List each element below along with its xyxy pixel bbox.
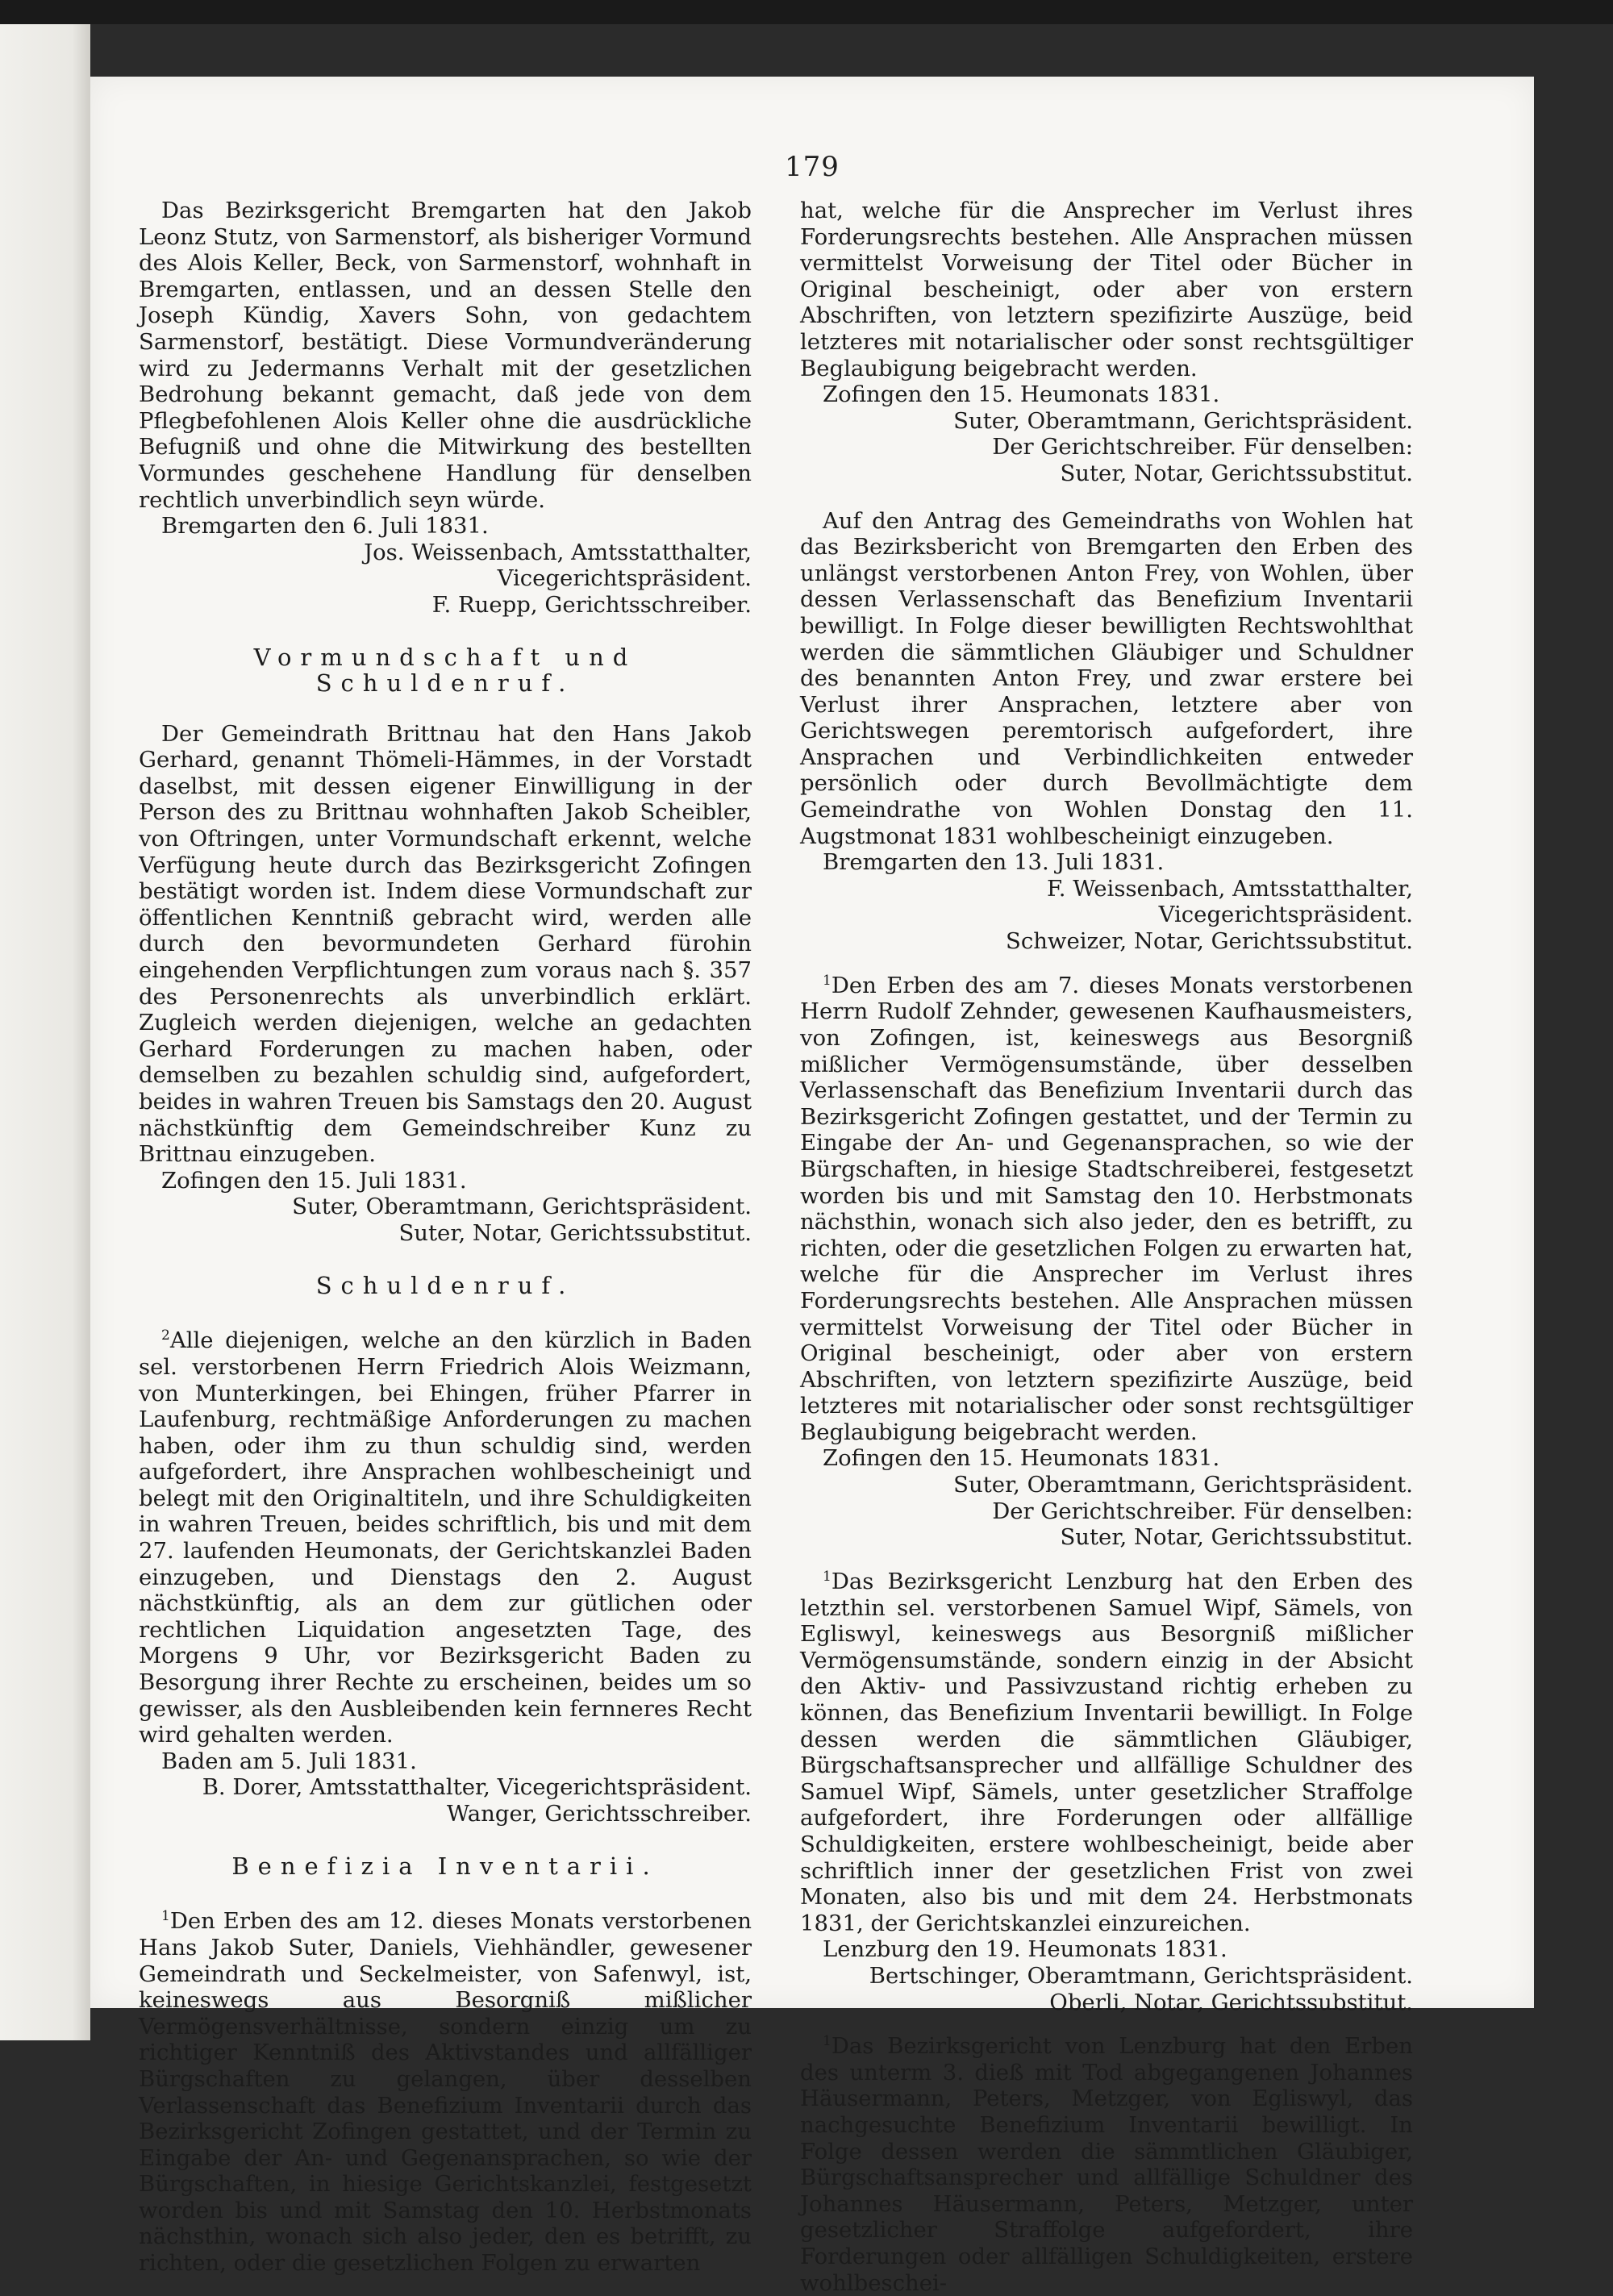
signature-line: Der Gerichtschreiber. Für denselben: <box>992 1498 1413 1524</box>
right-column <box>800 198 1413 2296</box>
signature-line: Wanger, Gerichtsschreiber. <box>446 1801 752 1827</box>
signature-line: Suter, Notar, Gerichtssubstitut. <box>398 1219 752 1246</box>
notice-date: Bremgarten den 13. Juli 1831. <box>823 849 1165 876</box>
footnote-mark: 1 <box>823 972 832 989</box>
notice-benefizium <box>800 1564 1413 1936</box>
notice-date: Lenzburg den 19. Heumonats 1831. <box>823 1936 1227 1963</box>
spacer <box>800 955 1413 968</box>
notice-text: Alle diejenigen, welche an den kürzlich in Baden sel. verstorbenen Herrn Friedrich Alois Weizmann, von Munterkingen, bei Ehingen, früher Pfarrer in Laufenburg, rechtmäßige Anforderungen zu machen haben, oder ihm zu thun schuldig sind, werden aufgefordert, ihre Ansprachen wohlbescheinigt und belegt mit den Originaltiteln, und ihre Schuldigkeiten in wahren Treuen, beides schriftlich, bis und mit dem 27. laufenden Heumonats, der Gerichtskanzlei Baden einzugeben, und Dienstags den 2. August nächstkünftig, als an dem zur gütlichen oder rechtlichen Liquidation angesetzten Tage, des Morgens 9 Uhr, vor Bezirksgericht Baden zu Besorgung ihrer Rechte zu erscheinen, beides um so gewisser, als den Ausbleibenden kein fernneres Recht wird gehalten werden. <box>139 1327 752 1748</box>
notice-benefizium <box>800 968 1413 1446</box>
notice-date: Baden am 5. Juli 1831. <box>161 1748 417 1774</box>
signature-line: Suter, Oberamtmann, Gerichtspräsident. <box>292 1194 752 1220</box>
left-column <box>139 198 752 2277</box>
signature-line: Suter, Oberamtmann, Gerichtspräsident. <box>953 1472 1413 1498</box>
page-number: 179 <box>785 151 840 183</box>
footnote-mark: 1 <box>823 1568 832 1585</box>
spacer <box>800 1551 1413 1564</box>
notice-guardianship-debt-call: Der Gemeindrath Brittnau hat den Hans Jakob Gerhard, genannt Thömeli-Hämmes, in der Vorstadt daselbst, mit dessen eigener Einwilligung in der Person des zu Brittnau wohnhaften Jakob Scheibler, von Oftringen, unter Vormundschaft erkennt, welche Verfügung heute durch das Bezirksgericht Zofingen bestätigt worden ist. Indem diese Vormundschaft zur öffentlichen Kenntniß gebracht wird, werden alle durch den bevormundeten Gerhard fürohin eingehenden Verpflichtungen zum voraus nach §. 357 des Personenrechts als unverbindlich erklärt. Zugleich werden diejenigen, welche an gedachten Gerhard Forderungen zu machen haben, oder demselben zu bezahlen schuldig sind, aufgefordert, beides in wahren Treuen bis Samstags den 20. August nächstkünftig dem Gemeindschreiber Kunz zu Brittnau einzugeben. <box>139 720 752 1168</box>
notice-continuation: hat, welche für die Ansprecher im Verlust ihres Forderungsrechts bestehen. Alle Ansprachen müssen vermittelst Vorweisung der Titel oder Bücher in Original bescheinigt, oder aber von erstern Abschriften, von letztern spezifizirte Auszüge, beid letzteres mit notarialischer oder sonst rechtsgültiger Beglaubigung beigebracht werden. <box>800 198 1413 381</box>
footnote-mark: 2 <box>161 1327 170 1344</box>
footnote-mark: 1 <box>161 1908 170 1925</box>
spacer <box>800 487 1413 508</box>
signature-line: Oberli, Notar, Gerichtssubstitut. <box>1049 1989 1413 2015</box>
section-heading: Vormundschaft und Schuldenruf. <box>253 643 637 698</box>
signature-line: F. Weissenbach, Amtsstatthalter, Vicegerichtspräsident. <box>1046 875 1413 928</box>
signature-line: B. Dorer, Amtsstatthalter, Vicegerichtspräsident. <box>202 1774 752 1801</box>
notice-text: Den Erben des am 7. dieses Monats verstorbenen Herrn Rudolf Zehnder, gewesenen Kaufhausmeisters, von Zofingen, ist, keineswegs aus Besorgniß mißlicher Vermögensumstände, über desselben Verlassenschaft das Benefizium Inventarii durch das Bezirksgericht Zofingen gestattet, und der Termin zu Eingabe der An- und Gegenansprachen, so wie der Bürgschaften, in hiesige Stadtschreiberei, festgesetzt worden bis und mit Samstag den 10. Herbstmonats nächsthin, wonach sich also jeder, den es betrifft, zu richten, oder die gesetzlichen Folgen zu erwarten hat, welche für die Ansprecher im Verlust ihres Forderungsrechts bestehen. Alle Ansprachen müssen vermittelst Vorweisung der Titel oder Bücher in Original bescheinigt, oder aber von erstern Abschriften, von letztern spezifizirte Auszüge, beid letzteres mit notarialischer oder sonst rechtsgültiger Beglaubigung beigebracht werden. <box>800 972 1413 1445</box>
notice-benefizium <box>800 2028 1413 2296</box>
signature-line: Bertschinger, Oberamtmann, Gerichtspräsident. <box>869 1962 1413 1989</box>
signature-line: Der Gerichtschreiber. Für denselben: <box>992 434 1413 460</box>
signature-line: F. Ruepp, Gerichtsschreiber. <box>431 591 752 618</box>
notice-date: Zofingen den 15. Juli 1831. <box>161 1167 467 1194</box>
spacer <box>800 2015 1413 2028</box>
notice-text: Das Bezirksgericht Lenzburg hat den Erben des letzthin sel. verstorbenen Samuel Wipf, Sämels, von Egliswyl, keineswegs aus Besorgniß mißlicher Vermögensumstände, sondern einzig in der Absicht den Aktiv- und Passivzustand richtig erheben zu können, das Benefizium Inventarii bewilligt. In Folge dessen werden die sämmtlichen Gläubiger, Bürgschaftsansprecher und allfällige Schuldner des Samuel Wipf, Sämels, unter gesetzlicher Straffolge aufgefordert, ihre Forderungen oder allfällige Schuldigkeiten, erstere wohlbescheinigt, beide aber schriftlich inner der gesetzlichen Frist von zwei Monaten, also bis und mit dem 24. Herbstmonats 1831, der Gerichtskanzlei einzureichen. <box>800 1569 1413 1936</box>
section-heading: Schuldenruf. <box>315 1271 575 1299</box>
signature-line: Schweizer, Notar, Gerichtssubstitut. <box>1005 928 1413 955</box>
section-heading: Benefizia Inventarii. <box>231 1852 659 1880</box>
notice-date: Bremgarten den 6. Juli 1831. <box>161 513 489 540</box>
facing-page-edge <box>0 24 90 2040</box>
notice-text: Das Bezirksgericht von Lenzburg hat den Erben des unterm 3. dieß mit Tod abgegangenen Johannes Häusermann, Peters, Metzger, von Egliswyl, das nachgesuchte Benefizium Inventarii bewilligt. In Folge dessen werden die sämmtlichen Gläubiger, Bürgschaftsansprecher und allfällige Schuldner des Johannes Häusermann, Peters, Metzger, unter gesetzlicher Straffolge aufgefordert, ihre Forderungen oder allfälligen Schuldigkeiten, erstere wohlbeschei- <box>800 2033 1413 2296</box>
notice-benefizium: Auf den Antrag des Gemeindraths von Wohlen hat das Bezirksbericht von Bremgarten den Erben des unlängst verstorbenen Anton Frey, von Wohlen, über dessen Verlassenschaft das Benefizium Inventarii bewilligt. In Folge dieser bewilligten Rechtswohlthat werden die sämmtlichen Gläubiger und Schuldner des benannten Anton Frey, und zwar erstere bei Verlust ihrer Ansprachen, letztere aber von Gerichtswegen peremtorisch aufgefordert, ihre Ansprachen und Verbindlichkeiten entweder persönlich oder durch Bevollmächtigte dem Gemeindrathe von Wohlen Donstag den 11. Augstmonat 1831 wohlbescheinigt einzugeben. <box>800 507 1413 849</box>
notice-date: Zofingen den 15. Heumonats 1831. <box>823 381 1220 408</box>
notice-debt-call <box>139 1323 752 1748</box>
scan-border <box>0 0 1613 24</box>
notice-text: Den Erben des am 12. dieses Monats verstorbenen Hans Jakob Suter, Daniels, Viehhändler, gewesener Gemeindrath und Seckelmeister, von Safenwyl, ist, keineswegs aus Besorgniß mißlicher Vermögensverhältnisse, sondern einzig um zu richtiger Kenntniß des Aktivstandes und allfälliger Bürgschaften zu gelangen, über desselben Verlassenschaft das Benefizium Inventarii durch das Bezirksgericht Zofingen gestattet, und der Termin zu Eingabe der An- und Gegenansprachen, so wie der Bürgschaften, in hiesige Gerichtskanzlei, festgesetzt worden bis und mit Samstag den 10. Herbstmonats nächsthin, wonach sich also jeder, den es betrifft, zu richten, oder die gesetzlichen Folgen zu erwarten <box>139 1908 752 2277</box>
notice-guardianship-change: Das Bezirksgericht Bremgarten hat den Jakob Leonz Stutz, von Sarmenstorf, als bisheriger Vormund des Alois Keller, Beck, von Sarmenstorf, wohnhaft in Bremgarten, entlassen, und an dessen Stelle den Joseph Kündig, Xavers Sohn, von gedachtem Sarmenstorf, bestätigt. Diese Vormundveränderung wird zu Jedermanns Verhalt mit der gesetzlichen Bedrohung bekannt gemacht, daß jede von dem Pflegbefohlenen Alois Keller ohne die ausdrückliche Befugniß und ohne die Mitwirkung des bestellten Vormundes geschehene Handlung für denselben rechtlich unverbindlich seyn würde. <box>139 198 752 513</box>
notice-benefizium <box>139 1903 752 2276</box>
signature-line: Suter, Oberamtmann, Gerichtspräsident. <box>953 407 1413 434</box>
document-page <box>90 77 1534 2296</box>
signature-line: Suter, Notar, Gerichtssubstitut. <box>1060 1524 1413 1551</box>
footnote-mark: 1 <box>823 2033 832 2050</box>
signature-line: Suter, Notar, Gerichtssubstitut. <box>1060 460 1413 486</box>
notice-date: Zofingen den 15. Heumonats 1831. <box>823 1445 1220 1472</box>
signature-line: Jos. Weissenbach, Amtsstatthalter, Vicegerichtspräsident. <box>364 539 752 592</box>
